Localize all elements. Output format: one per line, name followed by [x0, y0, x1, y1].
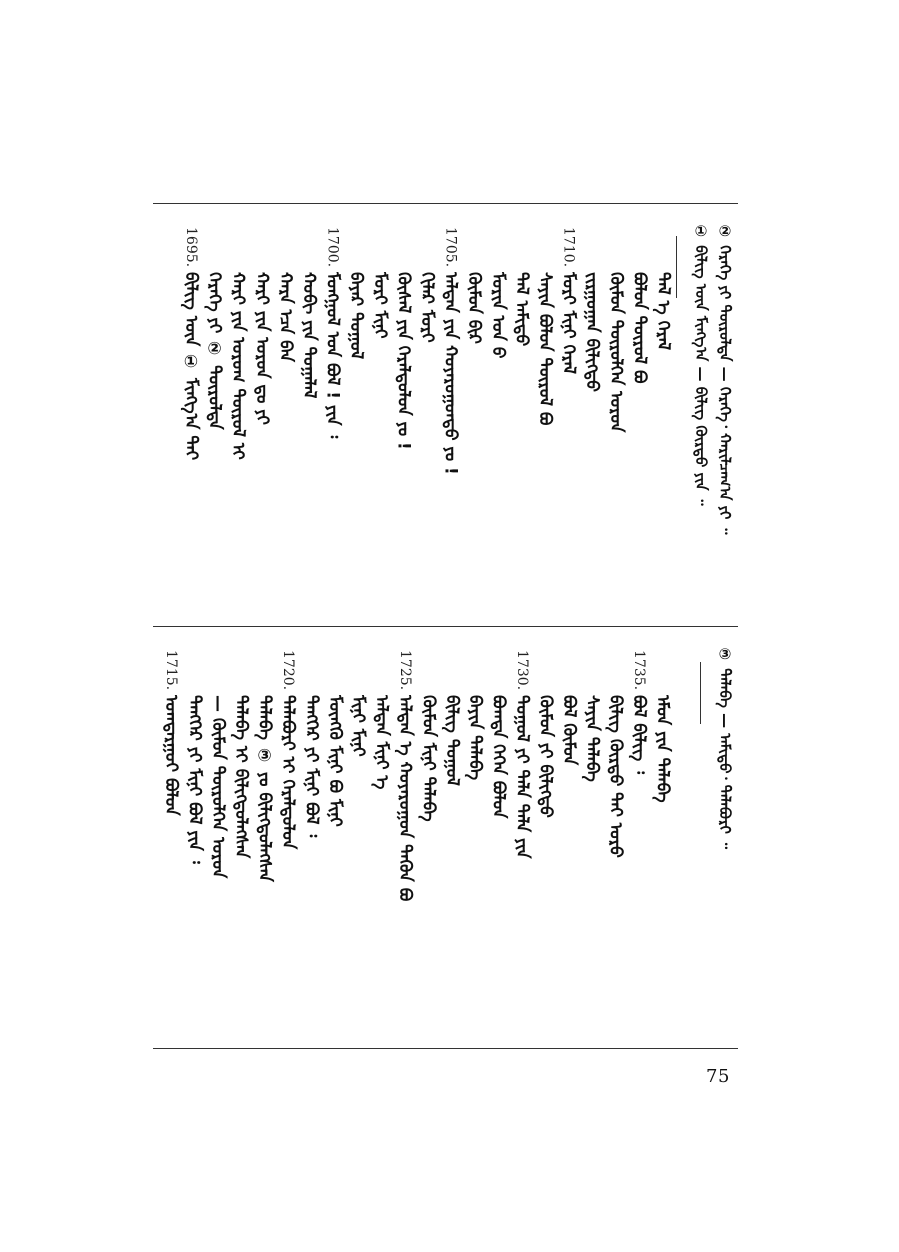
verse-line: ᠬᠦᠮᠦᠨ ᠲᠥᠷᠦᠯᠭᠡᠨ ᠣᠷᠤᠨ	[605, 272, 626, 433]
line-number: 1725.	[397, 650, 413, 691]
verse-line: — ᠬᠦᠮᠦᠨ ᠲᠥᠷᠦᠯᠭᠡᠨ ᠣᠷᠤᠨ	[207, 695, 228, 879]
verse-line: ᠮᠣᠷᠢ ᠮᠢᠨᠢ	[369, 272, 390, 339]
middle-rule	[153, 626, 738, 627]
verse-line: ᠲᠡᠩᠭᠡᠷ ᠶᠢ ᠮᠢᠨᠢ ᠪᠣᠯ ᠄	[301, 695, 322, 838]
verse-line: ᠪᠠᠶᠠᠷ ᠲᠣᠭᠣᠯ	[346, 272, 367, 360]
verse-line: ᠠᠯᠲᠠᠨ ᠮᠢᠨᠢ ᠡ	[371, 695, 392, 790]
verse-line: ᠲᠣᠭᠣᠯ ᠶᠢ ᠲᠠᠯᠠ ᠲᠠᠯᠠ ᠶᠢᠨ	[512, 695, 532, 859]
verse-line: ᠲᠠᠯ ᠡ ᠭᠡᠷᠡᠯ	[653, 272, 673, 351]
footnote: ① ᠪᠢᠯᠢᠭ ᠦᠨ ᠮᠢᠩᠭ᠎ᠠ — ᠪᠢᠯᠢᠭ ᠬᠦᠷᠳᠦ ᠶᠢᠨ ᠃	[692, 222, 710, 506]
line-number: 1715.	[163, 650, 179, 691]
verse-line: ᠡᠮᠦᠨ ᠶᠢᠨ ᠲᠠᠯᠠᠪᠠ	[652, 695, 673, 803]
verse-line: ᠲᠡᠩᠭᠡᠷ ᠶᠢ ᠮᠢᠨᠢ ᠪᠣᠯ ᠶᠢᠨ ᠄	[184, 695, 205, 864]
verse-line: ᠪᠣᠯ ᠬᠦᠮᠦᠨ	[558, 695, 579, 766]
verse-line: ᠬᠦᠮᠦᠨ ᠮᠢᠨᠢ ᠲᠠᠯᠠᠪᠠ	[418, 695, 439, 822]
verse-line: ᠠᠯᠲᠠᠨ ᠶᠢᠨ ᠬᠣᠶᠠᠷᠤᠭᠤᠨᠳᠤ ᠶᠤ !	[440, 272, 461, 475]
verse-line: ᠲᠠᠯᠠᠪᠤᠷᠢ ᠢ ᠭᠡᠷᠡᠯᠲᠦᠯᠦᠨ	[278, 695, 298, 850]
verse-line: ᠪᠣᠯ ᠪᠢᠯᠢᠭ ᠄	[629, 695, 649, 774]
verse-line: ᠬᠦᠰᠡᠯ ᠶᠢᠨ ᠭᠡᠷᠡᠯᠲᠦᠯᠦᠨ ᠶᠤ !	[393, 272, 414, 450]
verse-line: ᠮᠥᠩᠭᠦ ᠮᠢᠨᠢ ᠪᠣ ᠮᠢᠨᠢ	[324, 695, 345, 827]
verse-line: ᠭᠡᠷᠡᠭᠡ ᠶᠢ ② ᠲᠦᠷᠦᠯᠳᠡ	[204, 272, 225, 430]
verse-line: ᠬᠠᠷᠢ ᠶᠢᠨ ᠣᠷᠤᠨ ᠳᠤ ᠶᠢ	[251, 272, 272, 425]
verse-line: ᠪᠣᠯᠤᠨ ᠲᠥᠷᠦᠯ ᠪᠣ	[629, 272, 650, 384]
lower-footnote-rule	[700, 662, 701, 724]
verse-line: ᠬᠤᠪᠢ ᠶᠢᠨ ᠲᠣᠭᠠᠯᠠᠯ	[299, 272, 319, 399]
verse-line: ᠪᠢᠯᠢᠭ ᠲᠣᠭᠣᠯ	[441, 695, 462, 786]
bottom-rule	[153, 1048, 738, 1049]
page-number: 75	[706, 1066, 730, 1087]
verse-line: ᠠᠯᠲᠠᠨ ᠡ ᠬᠣᠶᠠᠷᠤᠭᠤᠨ ᠲᠡᠭᠦᠨ ᠪᠣ	[395, 695, 415, 902]
footnote: ③ ᠲᠠᠯᠠᠪᠠ — ᠠᠮᠢᠳᠤ᠂ ᠲᠠᠯᠠᠪᠤᠷᠢ ᠃	[716, 645, 734, 849]
verse-line: ᠵᠢᠷᠭᠤᠭᠠᠨ ᠪᠢᠯᠢᠭᠲᠦ	[582, 272, 603, 392]
verse-line: ᠪᠢᠯᠢᠭ ᠦᠨ ① ᠮᠢᠩᠭ᠎ᠠ ᠲᠠᠢ	[181, 272, 201, 461]
verse-line: ᠪᠢᠯᠢᠭ ᠬᠦᠷᠳᠦ ᠲᠠᠢ ᠣᠷᠤ	[605, 695, 626, 858]
verse-line: ᠬᠠᠷᠠ ᠡᠴᠡ ᠪᠠᠨ	[275, 272, 296, 363]
verse-line: ᠬᠦᠮᠦᠨ ᠶᠢ ᠪᠢᠯᠢᠭᠲᠦ	[535, 695, 556, 818]
verse-line: ᠪᠣᠭᠳᠠ ᠭᠡᠭᠡᠨ ᠪᠣᠯᠤᠨ	[488, 695, 509, 819]
line-number: 1705.	[442, 227, 459, 268]
line-number: 1720.	[280, 650, 296, 691]
verse-line: ᠲᠠᠯ ᠠᠮᠢᠳᠤ	[511, 272, 532, 347]
line-number: 1735.	[631, 650, 647, 691]
verse-line: ᠮᠣᠷᠢᠨ ᠤᠨ ᠪ	[487, 272, 508, 359]
verse-line: ᠬᠦᠮᠦᠨ ᠪᠢᠷ	[464, 272, 485, 344]
top-rule	[153, 203, 738, 204]
verse-line: ᠮᠢᠨᠢ ᠮᠢᠨᠢ	[348, 695, 369, 757]
line-number: 1695.	[183, 227, 199, 268]
verse-line: ᠪᠠᠶᠢᠨ ᠲᠠᠯᠠᠪᠠ	[465, 695, 486, 781]
line-number: 1730.	[514, 650, 530, 691]
verse-line: ᠬᠠᠷᠢ ᠶᠢᠨ ᠤᠷᠤᠭ ᠲᠥᠷᠦᠯ ᠢ	[228, 272, 249, 460]
verse-line: ᠮᠣᠷᠢ ᠮᠢᠨᠢ ᠭᠡᠷᠡᠯ	[558, 272, 579, 375]
verse-line: ᠲᠠᠯᠠᠪᠠ ᠢ ᠪᠢᠯᠢᠭᠲᠦᠯᠡᠭᠰᠡᠨ	[231, 695, 252, 859]
upper-footnote-rule	[676, 236, 677, 298]
verse-line: ᠣᠭᠲᠠᠷᠭᠤᠢ ᠪᠣᠯᠤᠨ	[161, 695, 181, 816]
line-number: 1710.	[560, 227, 577, 268]
verse-line: ᠰᠠᠶᠢᠨ ᠲᠠᠯᠠᠪᠠ	[582, 695, 603, 782]
line-number: 1700.	[324, 227, 341, 268]
verse-line: ᠲᠠᠯᠠᠪᠠ ③ ᠶᠤ ᠪᠢᠯᠢᠭᠲᠦᠯᠡᠭᠰᠡᠨ	[254, 695, 275, 882]
verse-line: ᠬᠢᠯᠠᠷ ᠮᠣᠷᠢ	[417, 272, 437, 343]
verse-line: ᠮᠣᠩᠭᠣᠯ ᠤᠨ ᠪᠣᠯ ! ᠶᠢᠨ ᠄	[322, 272, 343, 439]
verse-line: ᠰᠠᠶᠢᠨ ᠪᠣᠯᠤᠨ ᠲᠥᠷᠦᠯ ᠪᠣ	[535, 272, 555, 426]
footnote: ② ᠭᠡᠷᠡᠭᠡ ᠶᠢ ᠲᠦᠷᠦᠯᠳᠡ — ᠭᠡᠷᠡᠭᠡ᠂ ᠬᠠᠷᠢᠯᠴᠠᠭ᠎ᠠ ᠶᠢ ᠃	[716, 222, 734, 535]
